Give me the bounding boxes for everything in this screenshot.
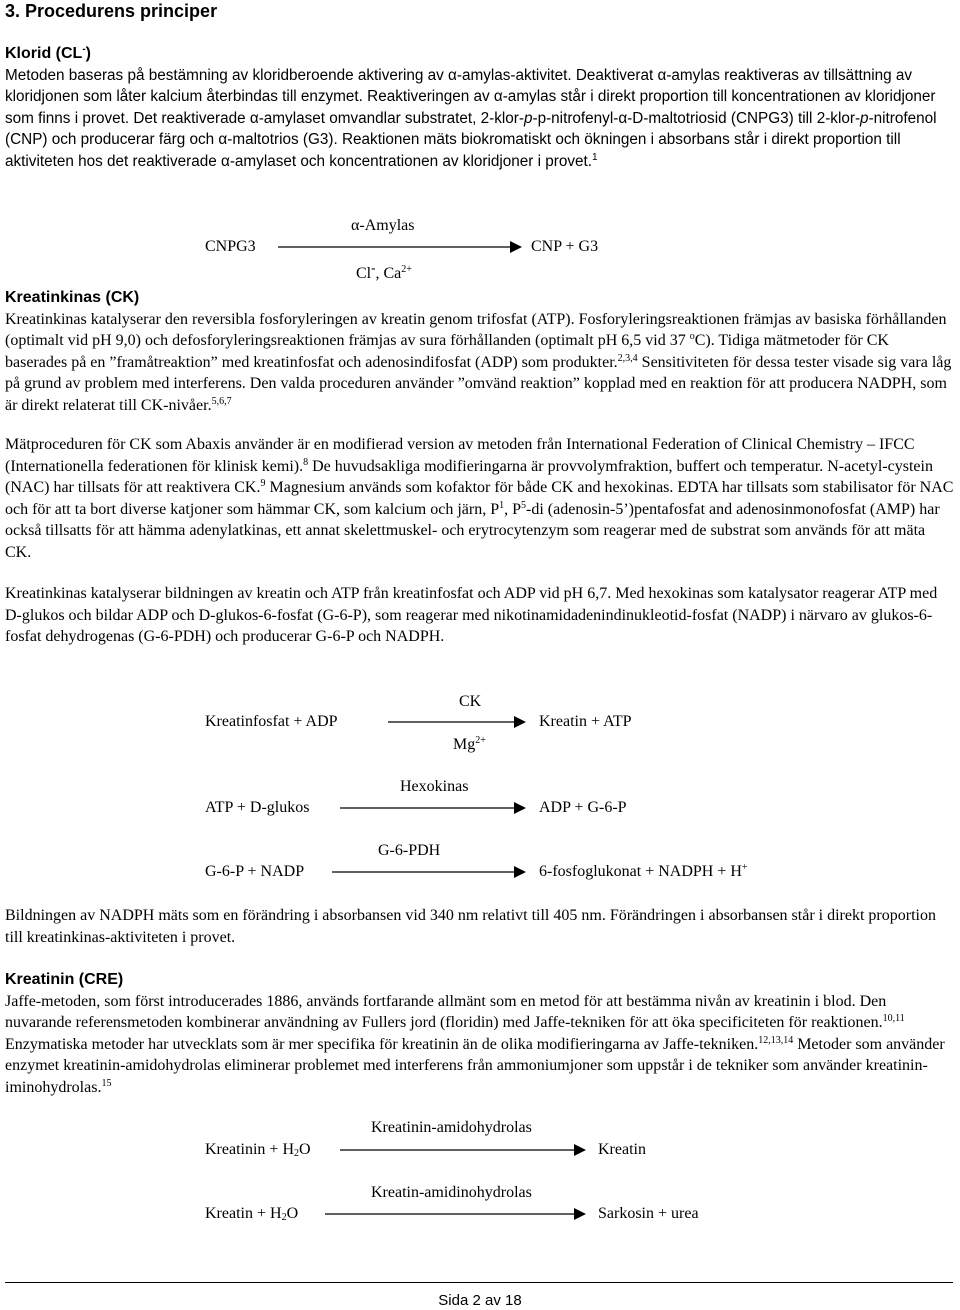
reaction-product: Kreatin xyxy=(598,1141,646,1158)
reaction-product: Kreatin + ATP xyxy=(539,713,632,730)
ck-paragraph-2: Mätproceduren för CK som Abaxis använder är en modifierad version av metoden från International Federation of Clinical Chemistry – IFCC (Internationella federationen för klinisk kemi).$^8$ De huvudsakliga modifieringarna är provvolymfraktion, buffert och temperatur. N-acetyl-cystein (NAC) har tillsats för att reaktivera CK.$^9$ Magnesium används som kofaktor för både CK and hexokinas. EDTA har tillsats som stabilisator för NAC och för att ta bort diverse katjoner som hämmar CK, som kalcium och järn, $P^1$, $P^5-di$ (adenosin-5’)pentafosfat and adenosinmonofosfat (AMP) har också tillsatts för att hämma adenylatkinas, ett annat skelettmuskel- och erytrocytenzym som reagerar med de substrat som används för att mäta CK. xyxy=(5,436,954,561)
reaction-enzyme: Hexokinas xyxy=(400,778,469,795)
cre-section xyxy=(5,969,955,1098)
klorid-section xyxy=(5,43,955,172)
reaction-product: CNP + G3 xyxy=(531,238,599,255)
ck-section xyxy=(5,287,955,416)
reaction-arrow xyxy=(325,1207,588,1221)
cre-heading: Kreatinin (CRE) xyxy=(5,971,124,988)
section-title: 3. Procedurens principer xyxy=(5,1,218,21)
reaction-arrow xyxy=(340,1143,588,1157)
reaction-cofactor: $Mg^{2+}$ xyxy=(453,735,486,753)
reaction-cofactor: Cl-, $Ca^{2+}$ xyxy=(356,260,412,282)
reaction-arrow xyxy=(332,865,528,879)
reaction-substrate: CNPG3 xyxy=(205,238,256,255)
reaction-product: Sarkosin + urea xyxy=(598,1205,699,1222)
reaction-enzyme: Kreatin-amidinohydrolas xyxy=(371,1184,532,1201)
reaction-substrate: Kreatin + $H_2O$ xyxy=(205,1205,299,1223)
reaction-substrate: Kreatinfosfat + ADP xyxy=(205,713,338,730)
ck-heading: Kreatinkinas (CK) xyxy=(5,289,140,306)
reaction-arrow xyxy=(388,715,528,729)
reaction-substrate: G-6-P + NADP xyxy=(205,863,305,880)
footer-divider xyxy=(5,1282,953,1283)
reaction-enzyme: Kreatinin-amidohydrolas xyxy=(371,1119,532,1136)
reaction-enzyme: CK xyxy=(459,693,482,710)
reaction-product: 6-fosfoglukonat + NADPH + H+ xyxy=(539,862,748,880)
page-number: Sida 2 av 18 xyxy=(438,1292,522,1309)
ck-paragraph-4: Bildningen av NADPH mäts som en förändring i absorbansen vid 340 nm relativt till 405 nm. Förändringen i absorbansen står i direkt proportion till kreatinkinas-aktiviteten i provet. xyxy=(5,907,936,946)
klorid-paragraph: Metoden baseras på bestämning av kloridberoende aktivering av α-amylas-aktivitet. Deaktiverat α-amylas reaktiveras av tillsättning av kloridjonen som låter kalcium återbindas till enzymet. Reaktiveringen av α-amylas står i direkt proportion till koncentrationen av kloridjoner som finns i provet. Det reaktiverade α-amylaset omvandlar substratet, 2-klor-p-p-nitrofenyl-α-D-maltotriosid (CNPG3) till 2-klor-p-nitrofenol (CNP) och producerar färg och α-maltotrios (G3). Reaktionen mäts biokromatiskt och ökningen i absorbans står i direkt proportion till aktiviteten hos det reaktiverade α-amylaset och koncentrationen av kloridjoner i provet.$^1$ xyxy=(5,66,937,170)
reaction-substrate: ATP + D-glukos xyxy=(205,799,310,816)
reaction-enzyme: α-Amylas xyxy=(351,217,415,234)
ck-paragraph-3: Kreatinkinas katalyserar bildningen av kreatin och ATP från kreatinfosfat och ADP vid pH 6,7. Med hexokinas som katalysator reagerar ATP med D-glukos och bildar ADP och D-glukos-6-fosfat (G-6-P), som reagerar med nikotinamidadenindinukleotid-fosfat (NADP) i närvaro av glukos-6-fosfat dehydrogenas (G-6-PDH) och producerar G-6-P och NADPH. xyxy=(5,585,938,645)
reaction-arrow xyxy=(340,801,528,815)
reaction-enzyme: G-6-PDH xyxy=(378,842,441,859)
klorid-heading: Klorid (CL-) xyxy=(5,44,91,62)
reaction-product: ADP + G-6-P xyxy=(539,799,627,816)
reaction-arrow xyxy=(278,240,523,254)
reaction-substrate: Kreatinin + $H_2O$ xyxy=(205,1141,311,1159)
ck-paragraph-1: Kreatinkinas katalyserar den reversibla fosforyleringen av kreatin genom trifosfat (ATP). Fosforyleringsreaktionen främjas av basiska förhållanden (optimalt vid pH 9,0) och defosforyleringsreaktionen främjas av sura förhållanden (optimalt pH 6,5 vid 37 $^o$C). Tidiga mätmetoder för CK baserades på en ”framåtreaktion” med kreatinfosfat och adenosindifosfat (ADP) som produkter.$^{2,3,4}$ Sensitiviteten för dessa tester visade sig vara låg på grund av problem med interferens. Den valda proceduren använder ”omvänd reaktion” kopplad med en reaktion för att producera NADPH, som är direkt relaterat till CK-nivåer.$^{5,6,7}$ xyxy=(5,310,952,414)
cre-paragraph: Jaffe-metoden, som först introducerades 1886, används fortfarande allmänt som en metod för att bestämma nivån av kreatinin i blod. Den nuvarande referensmetoden kombinerar användning av Fullers jord (floridin) med Jaffe-tekniken för att öka specificiteten för reaktionen.$^{10,11}$ Enzymatiska metoder har utvecklats som är mer specifika för kreatinin än de olika modifieringarna av Jaffe-tekniken.$^{12,13,14}$ Metoder som använder enzymet kreatinin-amidohydrolas eliminerar problemet med interferens från ammoniumjoner som uppstår i de tekniker som använder kreatinin-iminohydrolas.$^{15}$ xyxy=(5,992,945,1096)
